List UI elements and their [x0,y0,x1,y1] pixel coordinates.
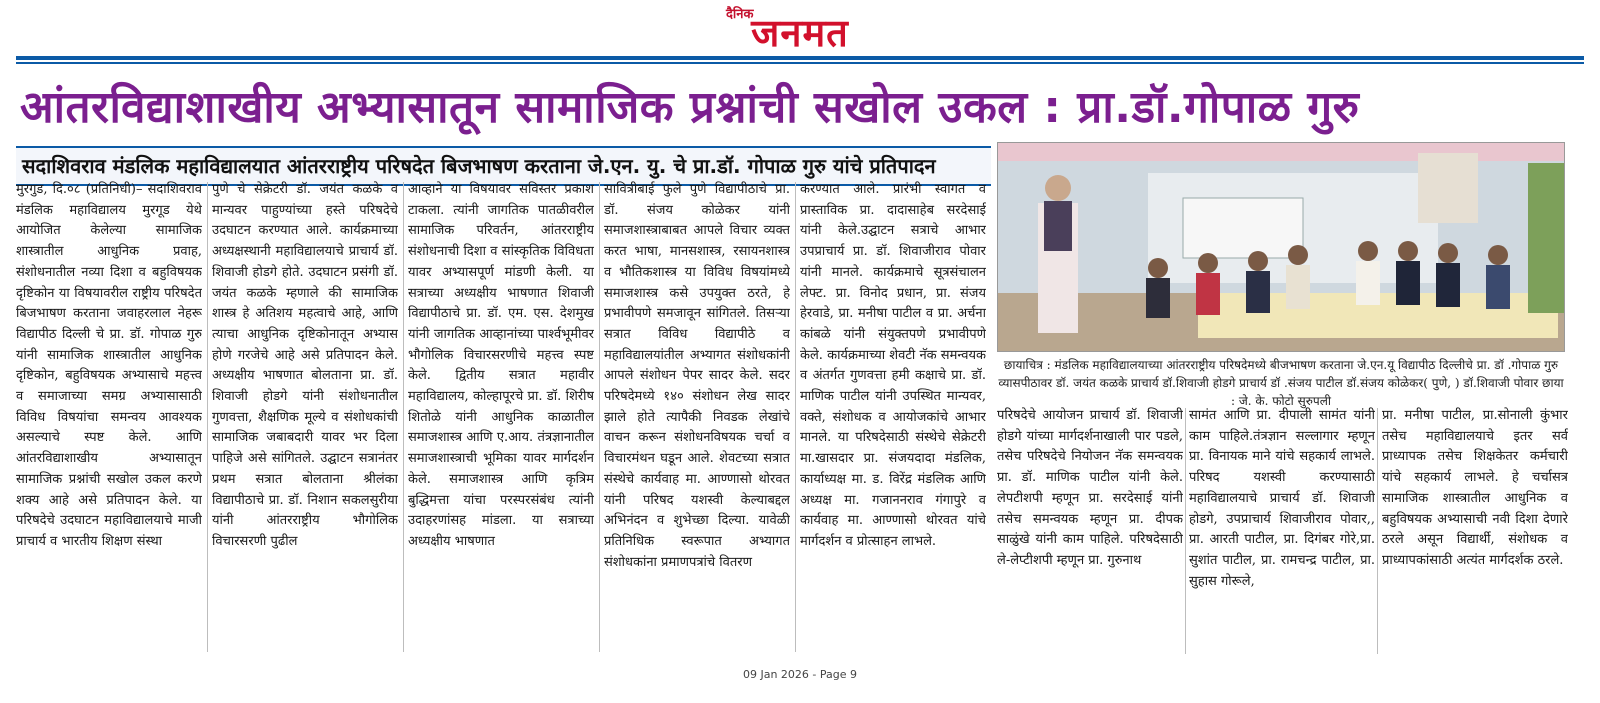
masthead-rule-thin [16,62,1584,64]
article-column-2: पुणे चे सेक्रेटरी डॉ. जयंत कळके व मान्यवर पाहुण्यांच्या हस्ते परिषदेचे उदघाटन करण्यात आले. कार्यक्रमाच्या अध्यक्षस्थानी महाविद्यालयाचे प्राचार्य डॉ. शिवाजी होडगे होते. उदघाटन प्रसंगी डॉ. जयंत कळके म्हणाले की सामाजिक शास्त्र हे अतिशय महत्वाचे आहे, आणि त्याचा आधुनिक दृष्टिकोनातून अभ्यास होणे गरजेचे आहे असे प्रतिपादन केले. अध्यक्षीय भाषणात बोलताना प्रा. डॉ. शिवाजी होडगे यांनी संशोधनातील गुणवत्ता, शैक्षणिक मूल्ये व संशोधकांची सामाजिक जबाबदारी यावर भर दिला पाहिजे असे सांगितले. उद्घाटन सत्रानंतर प्रथम सत्रात बोलताना श्रीलंका विद्यापीठाचे प्रा. डॉ. निशान सकलसुरीया यांनी आंतरराष्ट्रीय भौगोलिक विचारसरणी पुढील [212,182,398,549]
masthead [0,0,1600,66]
article-headline: आंतरविद्याशाखीय अभ्यासातून सामाजिक प्रश्नांची सखोल उकल : प्रा.डॉ.गोपाळ गुरु [20,82,1360,133]
masthead-small-label: दैनिक [726,7,754,22]
article-subheadline: सदाशिवराव मंडलिक महाविद्यालयात आंतरराष्ट्रीय परिषदेत बिजभाषण करताना जे.एन. यु. चे प्रा.डॉ. गोपाळ गुरु यांचे प्रतिपादन [16,146,991,186]
article-column-7: सामंत आणि प्रा. दीपाली सामंत यांनी काम पाहिले.तंत्रज्ञान सल्लागार म्हणून प्रा. विनायक माने यांचे सहकार्य लाभले. परिषद यशस्वी करण्यासाठी महाविद्यालयाचे प्राचार्य डॉ. शिवाजी होडगे, उपप्राचार्य शिवाजीराव पोवार,, प्रा. आरती पाटील, प्रा. दिगंबर गोरे,प्रा. सुशांत पाटील, प्रा. रामचन्द्र पाटील, प्रा. सुहास गोरूले, [1189,408,1375,589]
column-divider [795,182,796,652]
event-photo [997,142,1565,352]
newspaper-logo: जनमत [751,11,849,55]
article-column-3: आव्हाने या विषयावर सविस्तर प्रकाश टाकला. त्यांनी जागतिक पातळीवरील सामाजिक परिवर्तन, आंतरराष्ट्रीय संशोधनाची दिशा व सांस्कृतिक विविधता यावर अभ्यासपूर्ण मांडणी केली. या सत्राच्या अध्यक्षीय भाषणात शिवाजी विद्यापीठाचे प्रा. डॉ. एम. एस. देशमुख यांनी जागतिक आव्हानांच्या पार्श्वभूमीवर भौगोलिक विचारसरणीचे महत्त्व स्पष्ट केले. द्वितीय सत्रात महावीर महाविद्यालय, कोल्हापूरचे प्रा. डॉ. शिरीष शितोळे यांनी आधुनिक काळातील समाजशास्त्र आणि ए.आय. तंत्रज्ञानातील समाजशास्त्राची भूमिका यावर मार्गदर्शन केले. समाजशास्त्र आणि कृत्रिम बुद्धिमत्ता यांचा परस्परसंबंध त्यांनी उदाहरणांसह मांडला. या सत्राच्या अध्यक्षीय भाषणात [408,182,594,549]
masthead-rule [16,56,1584,60]
photo-caption: छायाचित्र : मंडलिक महाविद्यालयाच्या आंतरराष्ट्रीय परिषदेमध्ये बीजभाषण करताना जे.एन.यू विद्यापीठ दिल्लीचे प्रा. डॉ .गोपाळ गुरु व्यासपीठावर डॉ. जयंत कळके प्राचार्य डॉ.शिवाजी होडगे प्राचार्य डॉ .संजय पाटील डॉ.संजय कोळेकर( पुणे, ) डॉ.शिवाजी पोवार छाया : जे. के. फोटो सुरुपली [998,358,1564,408]
column-divider [1377,408,1378,654]
article-column-4: सावित्रीबाई फुले पुणे विद्यापीठाचे प्रा. डॉ. संजय कोळेकर यांनी समाजशास्त्राबाबत आपले विचार व्यक्त करत भाषा, मानसशास्त्र, रसायनशास्त्र व भौतिकशास्त्र या विविध विषयांमध्ये समाजशास्त्र कसे उपयुक्त ठरते, हे प्रभावीपणे समजावून सांगितले. तिसऱ्या सत्रात विविध विद्यापीठे व महाविद्यालयांतील अभ्यागत संशोधकांनी आपले संशोधन पेपर सादर केले. सदर परिषदेमध्ये १४० संशोधन लेख सादर झाले होते त्यापैकी निवडक लेखांचे वाचन करून संशोधनविषयक चर्चा व विचारमंथन घडून आले. शेवटच्या सत्रात संस्थेचे कार्यवाह मा. आण्णासो थोरवत यांनी परिषद यशस्वी केल्याबद्दल अभिनंदन व शुभेच्छा दिल्या. यावेळी प्रतिनिधिक स्वरूपात अभ्यागत संशोधकांना प्रमाणपत्रांचे वितरण [604,182,790,570]
article-column-6: परिषदेचे आयोजन प्राचार्य डॉ. शिवाजी होडगे यांच्या मार्गदर्शनाखाली पार पडले, तसेच परिषदेचे नियोजन नॅक समन्वयक प्रा. डॉ. माणिक पाटील यांनी केले. लेपटीशपी म्हणून प्रा. सरदेसाई यांनी तसेच समन्वयक म्हणून प्रा. दीपक साळुंखे यांनी काम पाहिले. परिषदेसाठी ले-लेप्टीशपी म्हणून प्रा. गुरुनाथ [997,408,1183,568]
column-divider [1185,408,1186,654]
column-divider [403,182,404,652]
event-photo-illustration [998,143,1565,352]
column-divider [599,182,600,652]
column-divider [207,182,208,652]
article-column-1: मुरगुड, दि.०८ (प्रतिनिधी)– सदाशिवराव मंडलिक महाविद्यालय मुरगूड येथे आयोजित केलेल्या सामाजिक शास्त्रातील आधुनिक प्रवाह, संशोधनातील नव्या दिशा व बहुविषयक दृष्टिकोन या विषयावरील राष्ट्रीय परिषदेत बिजभाषण करताना जवाहरलाल नेहरू विद्यापीठ दिल्ली चे प्रा. डॉ. गोपाळ गुरु यांनी सामाजिक शास्त्रातील आधुनिक दृष्टिकोन, बहुविषयक अभ्यासाचे महत्त्व व समाजाच्या समग्र अभ्यासासाठी विविध विषयांचा समन्वय आवश्यक असल्याचे स्पष्ट केले. आणि आंतरविद्याशाखीय अभ्यासातून सामाजिक प्रश्नांची सखोल उकल करणे शक्य आहे असे प्रतिपादन केले. या परिषदेचे उदघाटन महाविद्यालयाचे माजी प्राचार्य व भारतीय शिक्षण संस्था [16,182,202,549]
page-footer: 09 Jan 2026 - Page 9 [742,668,858,681]
article-column-5: करण्यात आले. प्रारंभी स्वागत व प्रास्ताविक प्रा. दादासाहेब सरदेसाई यांनी केले.उद्घाटन सत्राचे आभार उपप्राचार्य प्रा. डॉ. शिवाजीराव पोवार यांनी मानले. कार्यक्रमाचे सूत्रसंचालन लेफ्ट. प्रा. विनोद प्रधान, प्रा. संजय हेरवाडे, प्रा. मनीषा पाटील व प्रा. अर्चना कांबळे यांनी संयुक्तपणे प्रभावीपणे केले. कार्यक्रमाच्या शेवटी नॅक समन्वयक व अंतर्गत गुणवत्ता हमी कक्षाचे प्रा. डॉ. माणिक पाटील यांनी उपस्थित मान्यवर, वक्ते, संशोधक व आयोजकांचे आभार मानले. या परिषदेसाठी संस्थेचे सेक्रेटरी मा.खासदार प्रा. संजयदादा मंडलिक, कार्याध्यक्ष मा. ड. विरेंद्र मंडलिक आणि अध्यक्ष मा. गजाननराव गंगापुरे व कार्यवाह मा. आण्णासो थोरवत यांचे मार्गदर्शन व प्रोत्साहन लाभले. [800,182,986,549]
article-column-8: प्रा. मनीषा पाटील, प्रा.सोनाली कुंभार तसेच महाविद्यालयाचे इतर सर्व प्राध्यापक तसेच शिक्षकेतर कर्मचारी यांचे सहकार्य लाभले. हे चर्चासत्र सामाजिक शास्त्रातील आधुनिक व बहुविषयक अभ्यासाची नवी दिशा देणारे ठरले असून विद्यार्थी, संशोधक व प्राध्यापकांसाठी अत्यंत मार्गदर्शक ठरले. [1382,408,1568,568]
